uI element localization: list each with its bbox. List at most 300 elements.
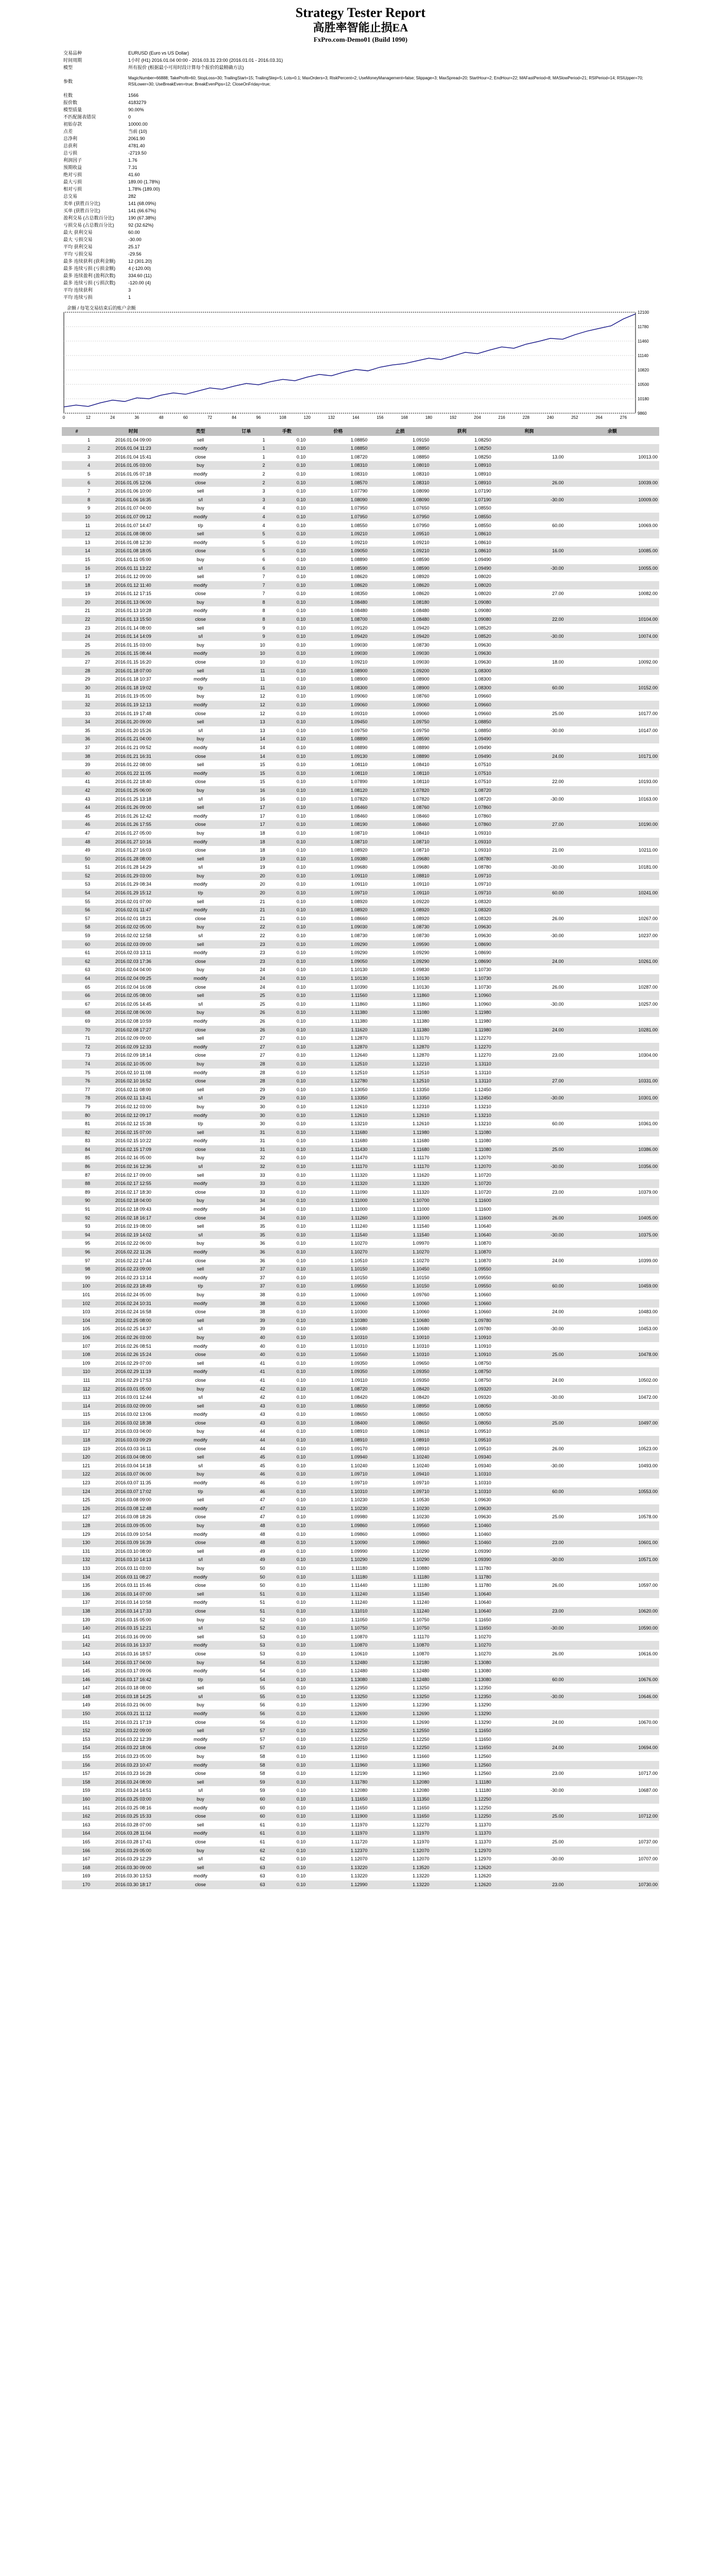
trade-cell: 2016.01.22 18:40 [115, 779, 151, 785]
trade-cell: 2016.02.23 13:14 [115, 1275, 151, 1280]
trade-cell: 1.10150 [413, 1275, 430, 1280]
trade-cell: s/l [175, 632, 226, 641]
trade-cell: 46 [226, 1487, 267, 1496]
trade-cell: 1.11010 [307, 1607, 369, 1616]
trade-cell: 3 [87, 454, 90, 460]
trade-cell: 2016.02.24 10:31 [92, 1299, 175, 1308]
table-row [62, 453, 659, 462]
trade-cell: 50 [260, 1565, 265, 1571]
trade-cell: close [195, 779, 206, 785]
trade-cell: 1.10270 [474, 1634, 491, 1639]
trade-cell: 0.10 [267, 1026, 307, 1035]
trade-cell: 2016.02.17 18:30 [115, 1189, 151, 1195]
trade-cell: 2016.02.16 12:36 [92, 1162, 175, 1171]
trade-cell: 1.08460 [350, 813, 368, 819]
trades-header-cell: 订单 [226, 427, 267, 436]
trade-cell: 167 [82, 1856, 90, 1862]
trade-cell: 0.10 [296, 1172, 306, 1178]
trade-cell [565, 1684, 659, 1692]
trade-cell: 1.08310 [307, 461, 369, 470]
trade-cell: 10039.00 [565, 479, 659, 487]
trade-cell: modify [194, 608, 208, 614]
trades-header-row [62, 427, 659, 436]
trade-cell [565, 530, 659, 538]
trade-cell: close [175, 1607, 226, 1616]
trade-cell [565, 1086, 659, 1094]
trade-cell [565, 1726, 659, 1735]
trade-cell: 1.09660 [474, 710, 491, 716]
trade-cell: 0.10 [296, 1805, 306, 1810]
trade-cell: 1.08480 [369, 615, 431, 624]
trade-cell: 0.10 [296, 1309, 306, 1315]
trade-cell: 156 [62, 1761, 92, 1770]
table-row [62, 1624, 659, 1633]
table-row [62, 1692, 659, 1701]
trade-cell: 0.10 [267, 444, 307, 453]
table-row [62, 760, 659, 769]
trade-cell [493, 965, 565, 974]
trade-cell: -30.00 [493, 496, 565, 504]
trade-cell: 1.12690 [350, 1702, 368, 1708]
trade-cell: 101 [82, 1292, 90, 1297]
trade-cell: 1.09310 [350, 710, 368, 716]
trade-cell: 1.08850 [369, 444, 431, 453]
trade-cell: 7 [87, 488, 90, 494]
trade-cell: 2016.02.01 07:00 [115, 899, 151, 904]
trade-cell: 11 [226, 684, 267, 692]
trade-cell: 1.08910 [431, 461, 493, 470]
trade-cell: 1.08310 [369, 479, 431, 487]
table-row [62, 1069, 659, 1077]
trade-cell [565, 1299, 659, 1308]
trade-cell: 1.11980 [431, 1008, 493, 1017]
trade-cell: 6 [262, 556, 265, 562]
trade-cell: 0.10 [296, 522, 306, 528]
trade-cell: 51 [226, 1607, 267, 1616]
table-row [62, 1385, 659, 1394]
trade-cell: 112 [62, 1385, 92, 1394]
summary-label: 柱数 [63, 93, 73, 98]
trade-cell: 1.10870 [350, 1634, 368, 1639]
table-row [62, 1188, 659, 1197]
trade-cell: 2016.03.07 06:00 [92, 1470, 175, 1479]
trade-cell [493, 1333, 565, 1342]
trade-cell: 37 [84, 744, 90, 750]
trade-cell [565, 1342, 659, 1351]
trade-cell: 114 [62, 1402, 92, 1411]
trade-cell [493, 487, 565, 496]
trade-cell: s/l [175, 1692, 226, 1701]
trade-cell: 120 [62, 1453, 92, 1462]
trade-cell [565, 598, 659, 607]
trade-cell: sell [197, 899, 204, 904]
trade-cell: 1.09550 [431, 1282, 493, 1291]
trade-cell: 36 [62, 735, 92, 743]
trade-cell: 0.10 [267, 684, 307, 692]
trade-cell: 0.10 [296, 1104, 306, 1109]
table-row [62, 795, 659, 804]
trade-cell [565, 1795, 659, 1804]
table-row [62, 1154, 659, 1162]
trade-cell: 2016.02.10 05:00 [92, 1060, 175, 1069]
trade-cell: 0.10 [267, 1316, 307, 1325]
table-row [62, 1291, 659, 1299]
trade-cell: 1.08310 [413, 471, 430, 477]
trade-cell: 63 [260, 1873, 265, 1879]
trade-cell: 1 [262, 454, 265, 460]
trade-cell: 1.11320 [369, 1179, 431, 1188]
trade-cell: sell [175, 991, 226, 1000]
trade-cell: 10331.00 [565, 1077, 659, 1086]
trade-cell: 1.11860 [369, 991, 431, 1000]
trade-cell: 2016.02.18 09:43 [115, 1207, 151, 1212]
trade-cell: 18 [260, 848, 265, 853]
trade-cell: 2016.01.04 09:00 [115, 437, 151, 443]
trade-cell: 1.11600 [431, 1196, 493, 1205]
trade-cell: 2016.03.22 18:06 [92, 1743, 175, 1752]
trade-cell: 2016.02.15 17:09 [92, 1145, 175, 1154]
trade-cell: modify [194, 813, 208, 819]
trade-cell: 2016.03.29 12:29 [115, 1856, 151, 1862]
trade-cell: 1.13290 [474, 1719, 491, 1725]
summary-row [62, 64, 659, 71]
trade-cell: -30.00 [551, 727, 564, 733]
trade-cell: 22.00 [493, 615, 565, 624]
trade-cell: 1.11180 [307, 1573, 369, 1582]
trade-cell: buy [175, 735, 226, 743]
trade-cell [565, 641, 659, 650]
trade-cell: 0.10 [296, 1087, 306, 1092]
summary-row [62, 178, 659, 185]
trade-cell: 0.10 [296, 830, 306, 836]
table-row [62, 1257, 659, 1265]
trade-cell: 35 [226, 1231, 267, 1240]
trade-cell: 1.12250 [307, 1726, 369, 1735]
trade-cell: t/p [175, 1282, 226, 1291]
table-row [62, 1641, 659, 1650]
trade-cell: 134 [62, 1573, 92, 1582]
trade-cell: 1.08180 [369, 598, 431, 607]
trade-cell: 0.10 [296, 1292, 306, 1297]
trade-cell: 2016.02.12 15:38 [115, 1121, 151, 1127]
trade-cell: 14 [62, 547, 92, 555]
trade-cell: 15 [226, 769, 267, 778]
trade-cell [493, 606, 565, 615]
trade-cell: 109 [82, 1360, 90, 1366]
trade-cell [565, 1316, 659, 1325]
trade-cell: 0.10 [267, 632, 307, 641]
summary-row [62, 142, 659, 149]
trade-cell: 105 [82, 1326, 90, 1332]
trade-cell: 1.09420 [307, 632, 369, 641]
trade-cell: 10147.00 [638, 727, 658, 733]
trade-cell: 0.10 [267, 1385, 307, 1394]
summary-row [62, 265, 659, 272]
trade-cell: 2016.02.10 11:08 [115, 1070, 151, 1075]
trade-cell [565, 1248, 659, 1257]
trade-cell: 0.10 [296, 1241, 306, 1246]
trade-cell: 2016.03.09 05:00 [92, 1521, 175, 1530]
trade-cell: 1.09490 [431, 752, 493, 761]
summary-row [62, 229, 659, 236]
summary-row [62, 185, 659, 193]
trade-cell: 1.10060 [413, 1309, 430, 1315]
chart-y-tick: 11140 [638, 353, 649, 358]
trade-cell: 1.11240 [351, 1600, 368, 1605]
trade-cell [565, 1658, 659, 1667]
trade-cell: modify [194, 950, 208, 956]
summary-value: 92 (32.62%) [128, 223, 154, 228]
trade-cell: 28 [226, 1060, 267, 1069]
trade-cell: 16.00 [493, 547, 565, 555]
trade-cell: sell [175, 1453, 226, 1462]
trade-cell: 0.10 [267, 479, 307, 487]
trade-cell: 1.08550 [474, 522, 491, 528]
table-row [62, 1265, 659, 1274]
trade-cell: 2016.03.04 08:00 [92, 1453, 175, 1462]
trade-cell: modify [194, 471, 208, 477]
trade-cell: 2016.03.24 08:00 [92, 1778, 175, 1787]
trade-cell: 2016.02.02 05:00 [92, 923, 175, 931]
trade-cell [493, 1359, 565, 1368]
trade-cell: 1.09350 [369, 1367, 431, 1376]
trade-cell: sell [197, 1172, 204, 1178]
trade-cell: 1.10230 [307, 1504, 369, 1513]
trade-cell [493, 1060, 565, 1069]
trade-cell: 2016.02.05 14:45 [115, 1001, 151, 1007]
chart-x-tick: 276 [620, 415, 627, 420]
trade-cell: sell [175, 855, 226, 863]
trade-cell: 2016.02.19 14:02 [92, 1231, 175, 1240]
chart-x-tick: 60 [183, 415, 188, 420]
trade-cell: 2016.03.16 13:37 [92, 1641, 175, 1650]
trade-cell: 1.08420 [369, 1385, 431, 1394]
trade-cell: 0.10 [267, 1778, 307, 1787]
trade-cell: 2016.01.14 08:00 [115, 625, 151, 631]
trade-cell: 0.10 [267, 615, 307, 624]
trade-cell: 0.10 [267, 1812, 307, 1821]
trade-cell [493, 1086, 565, 1094]
trade-cell: 0.10 [267, 1607, 307, 1616]
trade-cell: 165 [82, 1839, 90, 1844]
trade-cell: 51 [226, 1590, 267, 1599]
trade-cell: 1.10310 [307, 1333, 369, 1342]
trade-cell: 104 [62, 1316, 92, 1325]
trade-cell: 1.08730 [350, 933, 368, 939]
trade-cell: 1.08850 [431, 718, 493, 726]
trade-cell: 55 [226, 1692, 267, 1701]
trade-cell: 29 [260, 1087, 265, 1092]
trade-cell: 1.08410 [413, 830, 430, 836]
trade-cell: buy [175, 1658, 226, 1667]
trade-cell: 145 [82, 1668, 90, 1674]
trade-cell: sell [175, 718, 226, 726]
trade-cell: 103 [82, 1309, 90, 1315]
trade-cell: 2016.03.14 07:00 [92, 1590, 175, 1599]
trade-cell [565, 923, 659, 931]
trade-cell: 19 [260, 865, 265, 870]
trade-cell: 1.11170 [369, 1162, 431, 1171]
trade-cell [493, 436, 565, 445]
trade-cell: 21.00 [552, 848, 564, 853]
ea-name: 高胜率智能止损EA [313, 21, 408, 34]
trade-cell: 1.12270 [474, 1053, 491, 1058]
trade-cell: 0.10 [296, 1754, 306, 1759]
summary-label: 最多 连续获利 (获利金额) [63, 259, 115, 264]
trade-cell: 1.09680 [413, 865, 430, 870]
summary-value: 10000.00 [128, 122, 148, 127]
summary-row [62, 222, 659, 229]
trade-cell: 0.10 [296, 693, 306, 699]
trade-cell: 2016.01.06 10:00 [115, 488, 151, 494]
trade-cell: sell [175, 803, 226, 812]
trade-cell: 2016.03.30 09:00 [92, 1863, 175, 1872]
trade-cell: -30.00 [551, 1856, 564, 1862]
trade-cell: 2016.03.08 09:00 [115, 1497, 151, 1503]
trade-cell [565, 436, 659, 445]
trade-cell: 0.10 [267, 1641, 307, 1650]
trade-cell: 60 [260, 1805, 265, 1810]
trade-cell: 1.11240 [413, 1600, 430, 1605]
trade-cell [493, 1137, 565, 1145]
trade-cell: 1.11680 [307, 1128, 369, 1137]
trade-cell: 1.09030 [350, 642, 368, 648]
trade-cell: 1.08760 [369, 803, 431, 812]
trade-cell: 1.08710 [413, 848, 430, 853]
trade-cell: 2016.01.11 13:22 [92, 564, 175, 573]
trade-cell: 1.11960 [351, 1754, 368, 1759]
trade-cell: 1.09450 [307, 718, 369, 726]
trade-cell: 0.10 [267, 1521, 307, 1530]
trade-cell: 1.09660 [431, 701, 493, 709]
trade-cell: 10493.00 [638, 1463, 658, 1468]
trade-cell: s/l [175, 1624, 226, 1633]
trade-cell: close [175, 479, 226, 487]
table-row [62, 829, 659, 838]
trade-cell: 59 [226, 1778, 267, 1787]
table-row [62, 1137, 659, 1145]
trade-cell: s/l [198, 1463, 203, 1468]
trade-cell: 1.10660 [431, 1299, 493, 1308]
trade-cell [565, 1479, 659, 1487]
trade-cell: 1.07510 [431, 769, 493, 778]
trade-cell: 24.00 [552, 1258, 564, 1263]
summary-row [62, 258, 659, 265]
trade-cell: 1.10270 [307, 1248, 369, 1257]
trade-cell [493, 1196, 565, 1205]
trade-cell: 1.13520 [369, 1863, 431, 1872]
trade-cell: 2016.03.10 08:00 [115, 1548, 151, 1554]
trade-cell [565, 1496, 659, 1504]
chart-plot-area [64, 312, 636, 413]
trade-cell: 10074.00 [565, 632, 659, 641]
summary-value: -120.00 (4) [128, 280, 151, 285]
trade-cell: 8 [226, 598, 267, 607]
trade-cell: 70 [62, 1026, 92, 1035]
trade-cell: 20 [226, 889, 267, 897]
trade-cell: 24.00 [493, 1743, 565, 1752]
trade-cell: 1.09350 [350, 1360, 368, 1366]
trade-cell: 2016.02.04 04:00 [115, 967, 151, 973]
trade-cell: 1.08550 [431, 513, 493, 521]
trade-cell: close [175, 1145, 226, 1154]
trade-cell: 42 [226, 1385, 267, 1394]
trade-cell: 26 [226, 1026, 267, 1035]
trade-cell: t/p [175, 1487, 226, 1496]
trade-cell: 1.11170 [413, 1634, 430, 1639]
trade-cell: 1.09080 [431, 598, 493, 607]
trade-cell [565, 1821, 659, 1829]
table-row [62, 1521, 659, 1530]
trade-cell: 1.10060 [369, 1299, 431, 1308]
trade-cell: 10497.00 [565, 1419, 659, 1428]
trade-cell [565, 675, 659, 684]
summary-value: 1566 [128, 93, 139, 98]
trade-cell: 1.07650 [413, 505, 430, 511]
trade-cell: 124 [62, 1487, 92, 1496]
trade-cell: 23 [84, 625, 90, 631]
trade-cell: 50 [62, 855, 92, 863]
trade-cell: 26 [62, 649, 92, 658]
trade-cell: modify [175, 769, 226, 778]
trade-cell: buy [197, 1754, 204, 1759]
trade-cell: 1.10720 [474, 1172, 491, 1178]
trade-cell: 12 [260, 710, 265, 716]
trade-cell: 1.12480 [369, 1675, 431, 1684]
trade-cell: 1.07820 [350, 796, 368, 802]
trade-cell [565, 991, 659, 1000]
trade-cell: 54 [260, 1668, 265, 1674]
trade-cell: 77 [84, 1087, 90, 1092]
trade-cell: 1.11180 [431, 1778, 493, 1787]
trade-cell: 10267.00 [638, 916, 658, 921]
trade-cell: 57 [260, 1736, 265, 1742]
trade-cell: 2016.03.28 11:04 [92, 1829, 175, 1838]
table-row [62, 872, 659, 880]
summary-label: 平均 连续获利 [63, 287, 93, 293]
table-row [62, 1658, 659, 1667]
table-row [62, 914, 659, 923]
trade-cell: 1.13110 [431, 1077, 493, 1086]
trade-cell: 1.08750 [431, 1367, 493, 1376]
table-row [62, 1445, 659, 1453]
trade-cell: 1.09210 [369, 547, 431, 555]
trade-cell: 34 [226, 1196, 267, 1205]
table-row [62, 504, 659, 513]
trade-cell: 36 [226, 1248, 267, 1257]
trade-cell: 10472.00 [638, 1395, 658, 1400]
trade-cell: modify [194, 1343, 208, 1349]
trade-cell [565, 940, 659, 949]
trade-cell [493, 1367, 565, 1376]
table-row [62, 1804, 659, 1812]
trade-cell: modify [175, 444, 226, 453]
table-row [62, 1214, 659, 1223]
trade-cell: 1.09320 [474, 1395, 491, 1400]
trade-cell: 0.10 [296, 1207, 306, 1212]
trade-cell: 0.10 [267, 1077, 307, 1086]
trade-cell: 0.10 [267, 1709, 307, 1718]
trade-cell: 1.11960 [413, 1771, 430, 1776]
trade-cell: 1.12870 [350, 1036, 368, 1041]
table-row [62, 1094, 659, 1103]
trade-cell: 1.12560 [474, 1771, 491, 1776]
trade-cell: 1.09340 [474, 1463, 491, 1468]
trade-cell: 10646.00 [565, 1692, 659, 1701]
trade-cell: 0.10 [296, 1719, 306, 1725]
trade-cell: 26.00 [552, 1651, 564, 1656]
trade-cell: 2016.02.12 09:17 [92, 1111, 175, 1120]
